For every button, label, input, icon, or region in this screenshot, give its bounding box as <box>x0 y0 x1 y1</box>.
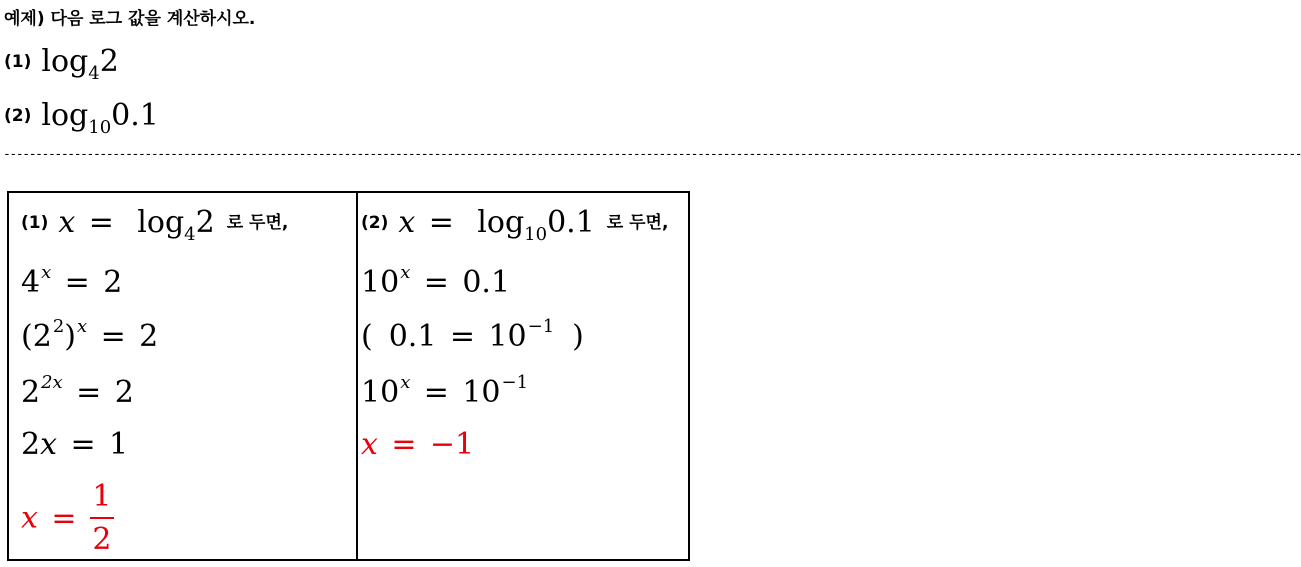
fraction-bar <box>90 517 114 519</box>
problem-1-number: (1) <box>4 52 32 72</box>
left-line-3: $2^{2x} = 2$ <box>21 372 134 410</box>
left-header-arg: 2 <box>195 205 215 240</box>
problem-2-arg: 0.1 <box>111 98 159 133</box>
right-header-var: x <box>398 205 416 240</box>
right-header-tail: 로 두면, <box>606 213 669 233</box>
answer-fraction <box>90 479 114 557</box>
left-header-number: (1) <box>21 213 49 233</box>
left-line-2: $(2^2)^x = 2$ <box>21 316 159 354</box>
right-line-2: ( $0.1 = 10^{-1}$ ) <box>361 316 584 354</box>
problem-title: 예제) 다음 로그 값을 계산하시오. <box>4 9 256 29</box>
left-header-base: 4 <box>184 224 196 245</box>
problem-2-expression: $\log_{10}0.1$ <box>41 98 159 138</box>
right-header-log: log <box>477 205 525 240</box>
left-header-var: x <box>58 205 76 240</box>
fraction-denominator: 2 <box>92 522 112 557</box>
left-header-tail: 로 두면, <box>226 213 289 233</box>
problem-2 <box>4 98 159 138</box>
right-line-3: $10^x = 10^{-1}$ <box>361 372 529 410</box>
right-header <box>361 205 669 245</box>
right-header-number: (2) <box>361 213 389 233</box>
left-header-eq: = <box>88 205 114 240</box>
left-line-4: 2x = 1 <box>21 427 129 462</box>
problem-2-number: (2) <box>4 106 32 126</box>
left-header <box>21 205 289 245</box>
left-line-1: $4^x = 2$ <box>21 262 123 300</box>
right-answer: x = −1 <box>361 427 475 462</box>
fraction-numerator: 1 <box>92 479 112 514</box>
problem-1 <box>4 44 119 84</box>
right-header-eq: = <box>428 205 454 240</box>
problem-1-expression: $\log_42$ <box>41 44 119 84</box>
column-divider <box>356 193 358 559</box>
right-header-arg: 0.1 <box>547 205 595 240</box>
problem-1-arg: 2 <box>99 44 119 79</box>
problem-2-base: 10 <box>88 117 112 138</box>
dashed-divider: ---------------------------------------------------------------------------------------------------------------------------------------------------------------------------------------------------------- <box>3 147 1301 162</box>
left-answer: x = $\frac{1}{2}$ <box>21 479 114 557</box>
right-line-1: $10^x = 0.1$ <box>361 262 511 300</box>
solution-box <box>7 191 690 561</box>
left-header-log: log <box>137 205 185 240</box>
right-header-base: 10 <box>524 224 548 245</box>
problem-1-base: 4 <box>88 63 100 84</box>
answer-var: x <box>21 500 38 536</box>
